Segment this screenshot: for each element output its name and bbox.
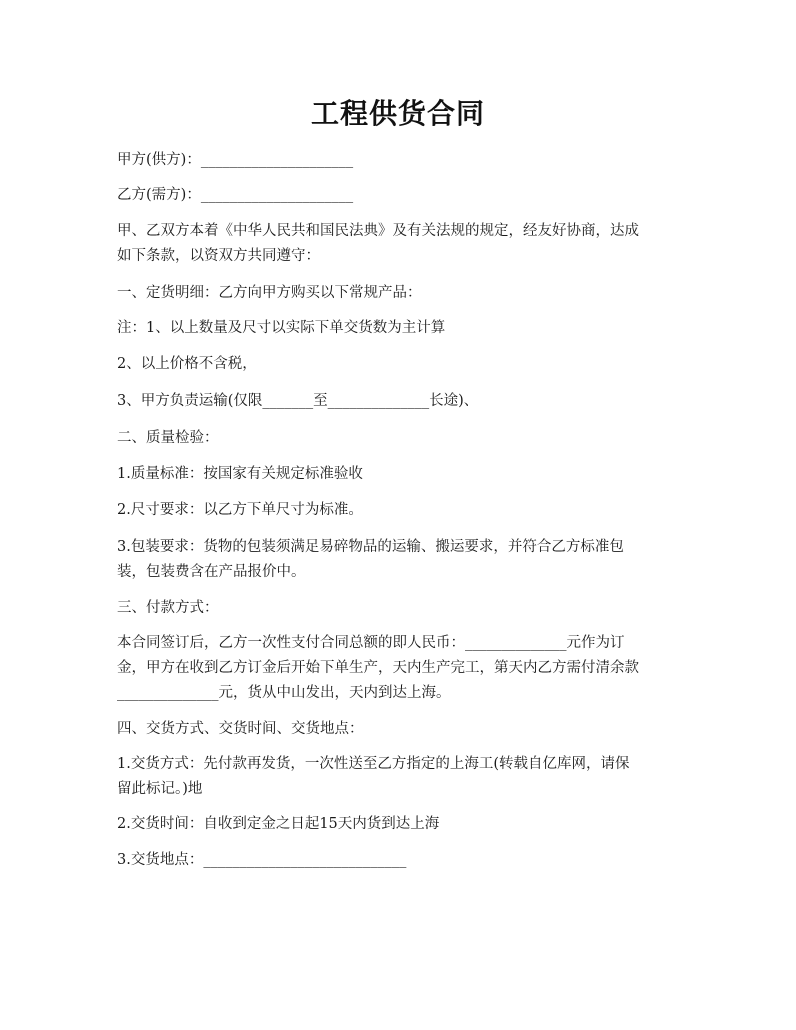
document-title: 工程供货合同 — [310, 97, 485, 130]
section-3-line-2: 金，甲方在收到乙方订金后开始下单生产，天内生产完工，第天内乙方需付清余款 — [117, 660, 639, 676]
section-3-line-1: 本合同签订后，乙方一次性支付合同总额的即人民币：______________元作为订 — [117, 635, 625, 651]
section-3-heading: 三、付款方式： — [117, 600, 219, 616]
section-1-note-1: 注：1、以上数量及尺寸以实际下单交货数为主计算 — [117, 320, 446, 336]
section-2-item-1: 1.质量标准：按国家有关规定标准验收 — [117, 466, 363, 482]
section-4-item-1-line-2: 留此标记。)地 — [117, 781, 203, 797]
section-1-note-2: 2、以上价格不含税， — [117, 356, 257, 372]
intro-line-2: 如下条款，以资双方共同遵守： — [117, 248, 320, 264]
section-4-item-2: 2.交货时间：自收到定金之日起15天内货到达上海 — [117, 816, 440, 832]
party-b-line: 乙方(需方)：_____________________ — [117, 187, 354, 203]
party-a-line: 甲方(供方)：_____________________ — [117, 152, 354, 168]
section-1-heading: 一、定货明细：乙方向甲方购买以下常规产品： — [117, 285, 422, 301]
section-4-item-1-line-1: 1.交货方式：先付款再发货，一次性送至乙方指定的上海工(转载自亿库网，请保 — [117, 756, 630, 772]
section-4-heading: 四、交货方式、交货时间、交货地点： — [117, 721, 364, 737]
section-2-item-3-line-2: 装，包装费含在产品报价中。 — [117, 564, 306, 580]
intro-line-1: 甲、乙双方本着《中华人民共和国民法典》及有关法规的规定，经友好协商，达成 — [117, 223, 639, 239]
section-4-item-3: 3.交货地点：____________________________ — [117, 852, 407, 868]
section-2-item-3-line-1: 3.包装要求：货物的包装须满足易碎物品的运输、搬运要求，并符合乙方标准包 — [117, 539, 624, 555]
section-2-heading: 二、质量检验： — [117, 430, 219, 446]
section-1-note-3: 3、甲方负责运输(仅限_______至______________长途)、 — [117, 393, 479, 409]
section-3-line-3: ______________元，货从中山发出，天内到达上海。 — [117, 685, 451, 701]
section-2-item-2: 2.尺寸要求：以乙方下单尺寸为标准。 — [117, 502, 363, 518]
